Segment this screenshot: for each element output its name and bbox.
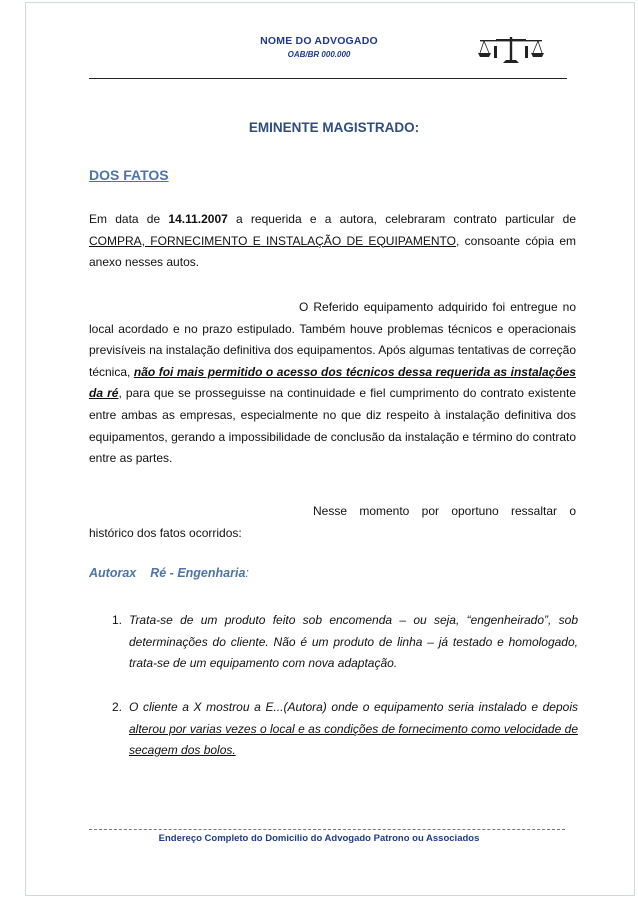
list-item-text <box>129 697 578 762</box>
list-item-number: 1. <box>112 613 123 627</box>
party-b: Ré - Engenharia <box>150 566 246 580</box>
list-item-number: 2. <box>112 700 123 714</box>
footer-address: Endereço Completo do Domicilio do Advogado Patrono ou Associados <box>158 833 480 844</box>
p1-text-1: Em data de <box>89 212 169 226</box>
paragraph-history <box>89 501 576 544</box>
paragraph-contract <box>89 209 576 274</box>
contract-object: COMPRA, FORNECIMENTO E INSTALAÇÃO DE EQUIPAMENTO <box>89 233 457 248</box>
scales-of-justice-icon <box>476 36 546 66</box>
salutation: EMINENTE MAGISTRADO: <box>248 120 420 135</box>
list-item-text: Trata-se de um produto feito sob encomenda – ou seja, “engenheirado”, sob determinações do cliente. Não é um produto de linha – já testado e homologado, trata-se de um equipamento com nova adaptação. <box>129 613 578 671</box>
section-title: DOS FATOS <box>89 167 169 183</box>
p2-text-2: , para que se prosseguisse na continuidade e fiel cumprimento do contrato existente entre ambas as empresas, especialmente no que diz respeito à instalação definitiva dos equipamentos, gerando a impossibilidade de conclusão da instalação e término do contrato entre as partes. <box>89 386 576 466</box>
parties-colon: : <box>245 566 249 580</box>
p2-emphasis: não foi mais permitido o acesso dos técnicos dessa requerida as instalações da ré <box>89 364 576 401</box>
header-divider <box>89 78 567 79</box>
p1-text-2: a requerida e a autora, celebraram contrato particular de <box>227 212 576 226</box>
p1-text-3: , consoante cópia em anexo nesses autos. <box>89 233 576 270</box>
footer-divider <box>89 829 565 830</box>
oab-number: OAB/BR 000.000 <box>287 50 351 59</box>
parties-heading <box>89 566 249 580</box>
item2-underlined: alterou por varias vezes o local e as condições de fornecimento como velocidade de secagem dos bolos. <box>129 721 578 758</box>
paragraph-facts <box>89 297 576 470</box>
list-item <box>112 610 578 675</box>
p2-text-1: O Referido equipamento adquirido foi entregue no local acordado e no prazo estipulado. Também houve problemas técnicos e operacionais previsíveis na instalação definitiva dos equipamentos. Após algumas tentativas de correção técnica, <box>89 300 576 379</box>
item2-text: O cliente a X mostrou a E...(Autora) onde o equipamento seria instalado e depois <box>129 700 578 714</box>
p3-text: Nesse momento por oportuno ressaltar o histórico dos fatos ocorridos: <box>89 504 576 540</box>
list-item <box>112 697 578 762</box>
lawyer-name: NOME DO ADVOGADO <box>260 35 378 47</box>
party-a: Autorax <box>89 566 137 580</box>
contract-date: 14.11.2007 <box>168 212 228 226</box>
